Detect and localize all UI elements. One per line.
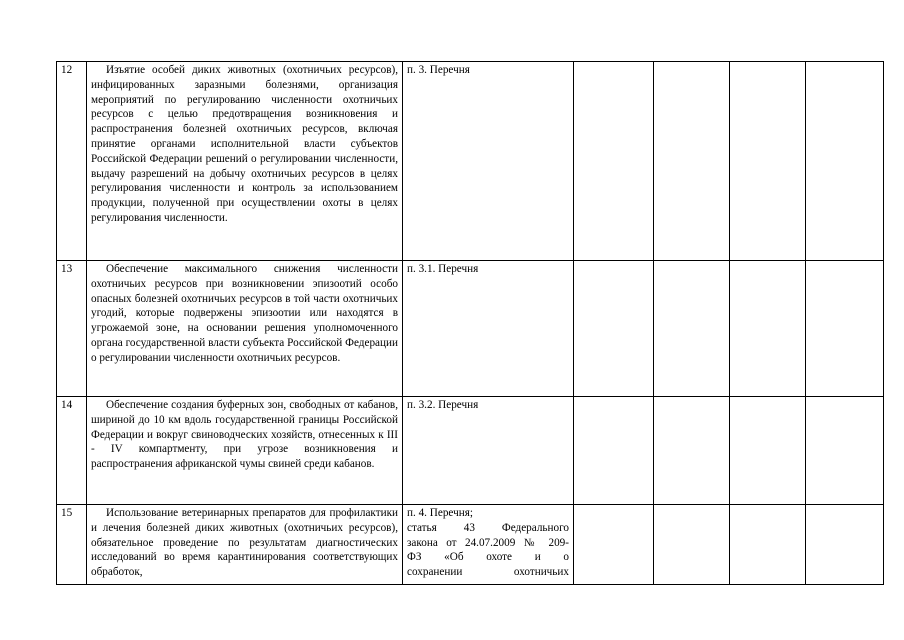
empty-cell	[574, 397, 654, 505]
empty-cell	[806, 397, 884, 505]
legal-basis: п. 3.1. Перечня	[403, 261, 574, 397]
legal-basis: п. 4. Перечня; статья 43 Федерального закона от 24.07.2009 № 209- ФЗ «Об охоте и о сохранении охотничьих	[403, 505, 574, 585]
empty-cell	[806, 261, 884, 397]
row-number: 13	[57, 261, 87, 397]
empty-cell	[730, 397, 806, 505]
empty-cell	[730, 62, 806, 261]
empty-cell	[574, 62, 654, 261]
empty-cell	[654, 62, 730, 261]
legal-basis: п. 3.2. Перечня	[403, 397, 574, 505]
empty-cell	[574, 261, 654, 397]
requirement-text: Изъятие особей диких животных (охотничьих ресурсов), инфицированных заразными болезнями, организация мероприятий по регулированию численности охотничьих ресурсов с целью предотвращения возникновения и распространения болезней охотничьих ресурсов, включая принятие органами исполнительной власти субъектов Российской Федерации решений о регулировании численности, выдачу разрешений на добычу охотничьих ресурсов в целях регулирования численности и контроль за использованием продукции, полученной при осуществлении охоты в целях регулирования численности.	[87, 62, 403, 261]
empty-cell	[654, 397, 730, 505]
empty-cell	[806, 505, 884, 585]
empty-cell	[654, 505, 730, 585]
row-number: 15	[57, 505, 87, 585]
table-row	[57, 62, 884, 261]
row-number: 14	[57, 397, 87, 505]
empty-cell	[574, 505, 654, 585]
requirements-table	[56, 61, 884, 585]
requirement-text: Использование ветеринарных препаратов для профилактики и лечения болезней диких животных (охотничьих ресурсов), обязательное проведение по результатам диагностических исследований во время карантинирования соответствующих обработок,	[87, 505, 403, 585]
requirement-text: Обеспечение максимального снижения численности охотничьих ресурсов при возникновении эпизоотий особо опасных болезней охотничьих ресурсов в той части охотничьих угодий, которые подвержены эпизоотии или находятся в угрожаемой зоне, на основании решения уполномоченного органа государственной власти субъекта Российской Федерации о регулировании численности охотничьих ресурсов.	[87, 261, 403, 397]
empty-cell	[806, 62, 884, 261]
legal-basis: п. 3. Перечня	[403, 62, 574, 261]
table-row	[57, 505, 884, 585]
empty-cell	[730, 261, 806, 397]
table-row	[57, 261, 884, 397]
requirement-text: Обеспечение создания буферных зон, свободных от кабанов, шириной до 10 км вдоль государственной границы Российской Федерации и вокруг свиноводческих хозяйств, отнесенных к III - IV компартменту, при угрозе возникновения и распространения африканской чумы свиней среди кабанов.	[87, 397, 403, 505]
row-number: 12	[57, 62, 87, 261]
empty-cell	[654, 261, 730, 397]
empty-cell	[730, 505, 806, 585]
table-row	[57, 397, 884, 505]
